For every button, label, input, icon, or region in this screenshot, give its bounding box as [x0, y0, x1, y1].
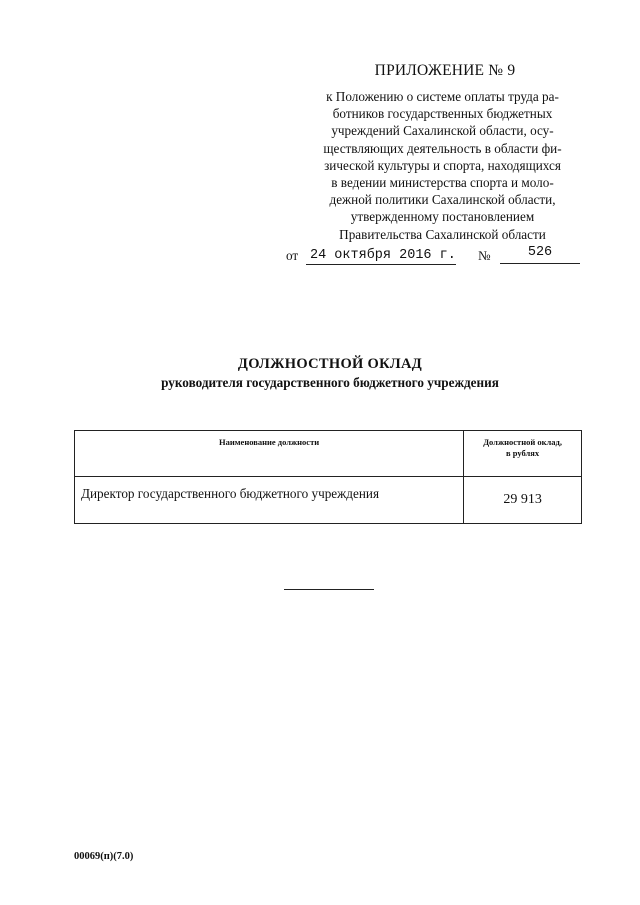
appendix-title: ПРИЛОЖЕНИЕ № 9 — [374, 62, 516, 79]
header-position: Наименование должности — [75, 431, 464, 477]
from-label: от — [286, 248, 299, 263]
header-salary-line: в рублях — [506, 448, 540, 458]
appendix-line: ществляющих деятельность в области фи- — [323, 140, 562, 156]
appendix-line: учреждений Сахалинской области, осу- — [331, 123, 554, 139]
appendix-description — [300, 88, 585, 243]
table-row — [75, 477, 582, 524]
number-label: № — [478, 248, 491, 263]
end-divider — [284, 589, 374, 590]
resolution-date: 24 октября 2016 г. — [306, 248, 456, 265]
footer-code: 00069(п)(7.0) — [74, 851, 134, 862]
appendix-line: зической культуры и спорта, находящихся — [324, 157, 561, 173]
appendix-line: утвержденному постановлением — [350, 209, 535, 225]
document-subtitle: руководителя государственного бюджетного учреждения — [161, 375, 499, 390]
cell-salary: 29 913 — [464, 477, 582, 524]
table-header-row — [75, 431, 582, 477]
appendix-line: к Положению о системе оплаты труда ра- — [326, 89, 559, 104]
appendix-line: Правительства Сахалинской области — [339, 226, 546, 242]
resolution-number: 526 — [500, 244, 580, 264]
header-salary-line: Должностной оклад, — [483, 437, 562, 447]
appendix-line: в ведении министерства спорта и моло- — [331, 175, 554, 191]
document-title: ДОЛЖНОСТНОЙ ОКЛАД — [237, 356, 423, 372]
appendix-line: ботников государственных бюджетных — [332, 106, 553, 122]
appendix-line: дежной политики Сахалинской области, — [329, 192, 556, 208]
resolution-reference — [286, 246, 582, 268]
header-salary — [464, 431, 582, 477]
salary-table — [74, 430, 582, 524]
cell-position: Директор государственного бюджетного учреждения — [75, 477, 464, 524]
